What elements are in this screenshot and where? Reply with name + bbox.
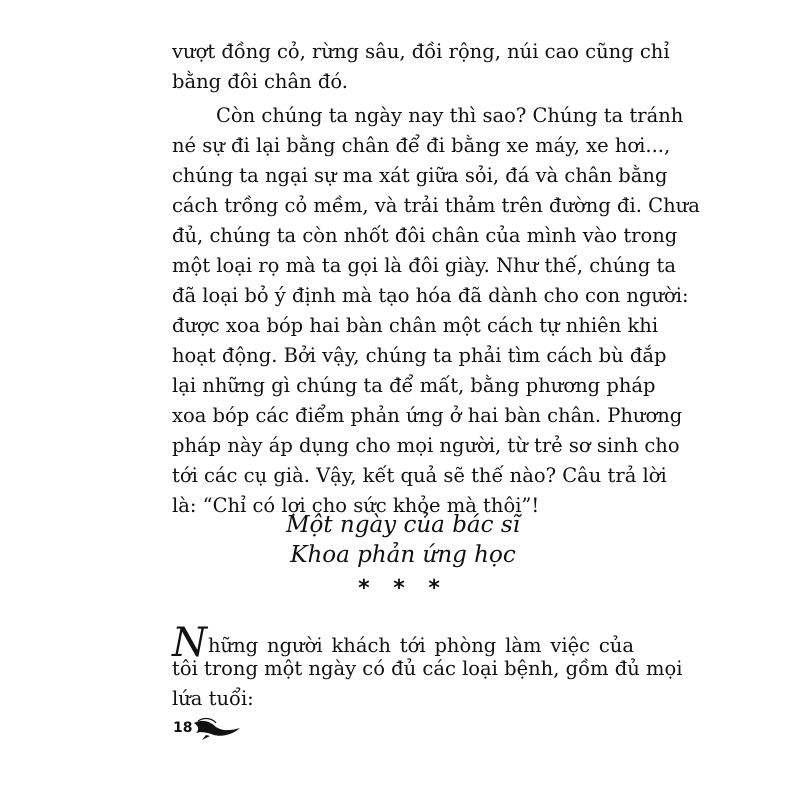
text-line: Còn chúng ta ngày nay thì sao? Chúng ta tránh (216, 104, 684, 127)
section-separator: * * * (358, 576, 448, 601)
text-line: né sự đi lại bằng chân để đi bằng xe máy, xe hơi..., (172, 134, 671, 157)
text-line: đã loại bỏ ý định mà tạo hóa đã dành cho con người: (172, 284, 689, 307)
text-line: cách trồng cỏ mềm, và trải thảm trên đường đi. Chưa (172, 194, 700, 217)
text-line: một loại rọ mà ta gọi là đôi giày. Như thế, chúng ta (172, 254, 676, 277)
text-line: lứa tuổi: (172, 687, 254, 710)
text-line: được xoa bóp hai bàn chân một cách tự nhiên khi (172, 314, 659, 337)
text-line: hoạt động. Bởi vậy, chúng ta phải tìm cách bù đắp (172, 344, 667, 367)
paragraph-2 (172, 101, 700, 521)
text-line: lại những gì chúng ta để mất, bằng phương pháp (172, 374, 656, 397)
paragraph-3 (172, 620, 683, 714)
bird-ornament-icon (192, 717, 242, 741)
text-line (172, 620, 634, 666)
text-line: chúng ta ngại sự ma xát giữa sỏi, đá và chân bằng (172, 164, 668, 187)
section-heading-line-2: Khoa phản ứng học (290, 542, 516, 568)
page-number: 18 (173, 720, 193, 736)
text-line: tôi trong một ngày có đủ các loại bệnh, gồm đủ mọi (172, 657, 683, 680)
text-line: vượt đồng cỏ, rừng sâu, đồi rộng, núi cao cũng chỉ (172, 40, 670, 63)
drop-cap: N (172, 620, 207, 666)
text-line: tới các cụ già. Vậy, kết quả sẽ thế nào? Câu trả lời (172, 464, 667, 487)
text-line: pháp này áp dụng cho mọi người, từ trẻ sơ sinh cho (172, 434, 680, 457)
first-line-text: hững người khách tới phòng làm việc của (208, 634, 634, 657)
text-line: đủ, chúng ta còn nhốt đôi chân của mình vào trong (172, 224, 678, 247)
section-heading-line-1: Một ngày của bác sĩ (285, 512, 520, 538)
text-line: xoa bóp các điểm phản ứng ở hai bàn chân. Phương (172, 404, 683, 427)
text-line: bằng đôi chân đó. (172, 70, 348, 93)
text-line: là: “Chỉ có lợi cho sức khỏe mà thôi”! (172, 494, 540, 517)
paragraph-1 (172, 37, 670, 97)
